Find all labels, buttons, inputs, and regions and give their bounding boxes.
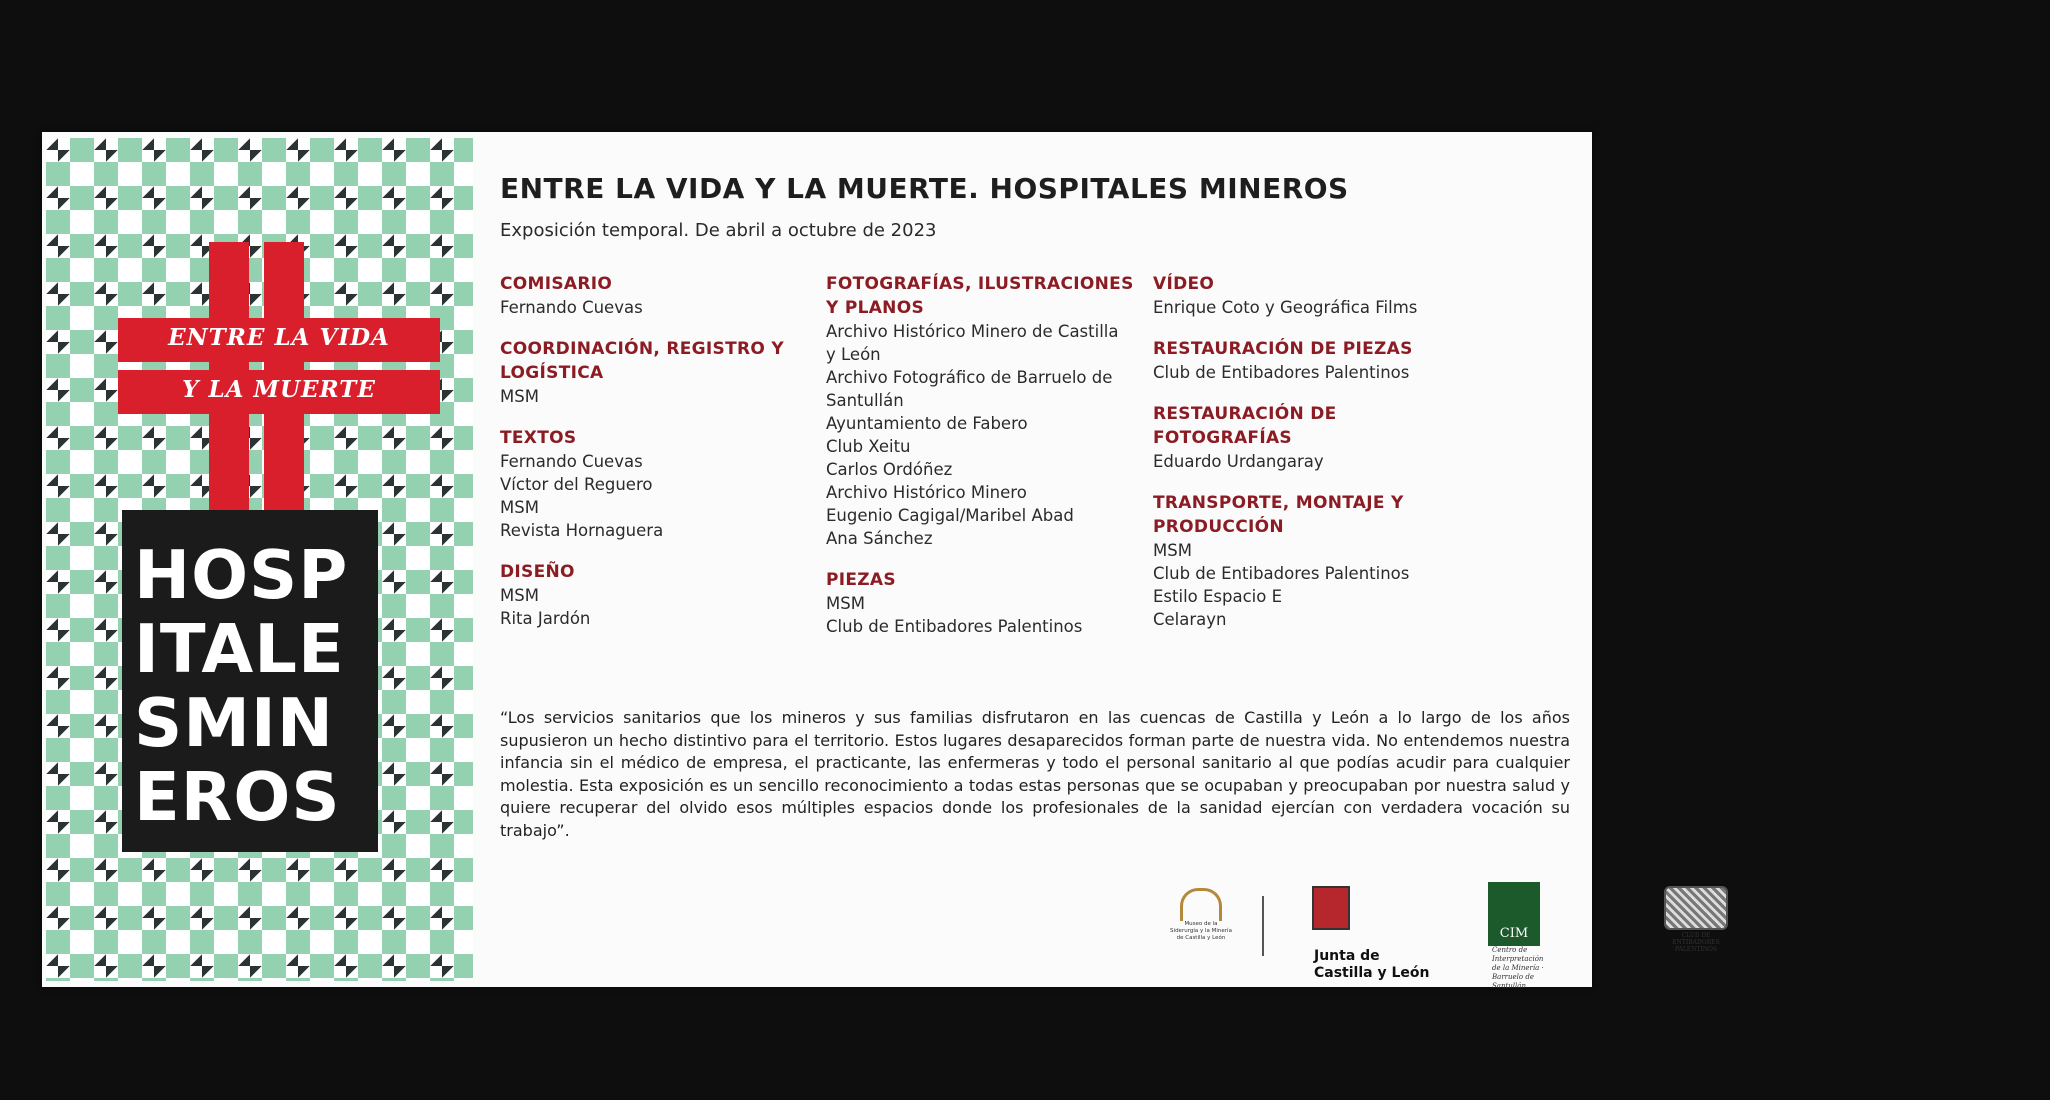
credit-heading: PRODUCCIÓN [1153,517,1284,537]
club-emblem-icon [1664,886,1728,930]
credit-heading: TRANSPORTE, MONTAJE Y [1153,493,1404,513]
exhibition-quote: “Los servicios sanitarios que los mineros y sus familias disfrutaron en las cuencas de Castilla y León a lo largo de los años supusieron un hecho distintivo para el territorio. Estos lugares desaparecidos forman parte de nuestra vida. No entendemos nuestra infancia sin el médico de empresa, el practicante, las enfermeras y todo el personal sanitario al que podías acudir para cualquier molestia. Esta exposición es un sencillo reconocimiento a todas estas personas que se ocupaban y preocupaban por nuestra salud y quiere recuperar del olvido esos múltiples espacios donde los profesionales de la sanidad ejercían con verdadera vocación su trabajo”. [500,708,1570,840]
credit-line: Archivo Histórico Minero de Castilla [826,322,1119,341]
credit-line: Enrique Coto y Geográfica Films [1153,298,1418,317]
credit-line: Club de Entibadores Palentinos [1153,363,1410,382]
credit-line: Fernando Cuevas [500,298,643,317]
credit-line: Celarayn [1153,610,1227,629]
junta-logo [1312,886,1442,982]
credit-section [500,337,820,408]
sponsor-logos [1170,882,2050,990]
arch-icon [1180,888,1222,921]
credit-line: Archivo Fotográfico de Barruelo de [826,368,1113,387]
credit-line: Club de Entibadores Palentinos [826,617,1083,636]
credit-line: Víctor del Reguero [500,475,653,494]
credit-heading: FOTOGRAFÍAS, ILUSTRACIONES [826,274,1134,294]
credit-heading: RESTAURACIÓN DE PIEZAS [1153,339,1413,359]
credit-line: Santullán [826,391,904,410]
exhibition-poster [46,138,473,981]
credit-line: MSM [826,594,865,613]
credit-heading: COMISARIO [500,274,613,294]
page-title: ENTRE LA VIDA Y LA MUERTE. HOSPITALES MINEROS [500,172,1349,205]
museo-logo-text: Museo de la Siderurgia y la Minería de Castilla y León [1170,921,1232,941]
credit-line: Ana Sánchez [826,529,933,548]
credit-line: MSM [1153,541,1192,560]
credit-line: Estilo Espacio E [1153,587,1283,606]
credit-heading: COORDINACIÓN, REGISTRO Y [500,339,784,359]
poster-title-box [122,510,378,852]
credit-line: Archivo Histórico Minero [826,483,1027,502]
club-logo-text: CLUB DE ENTIBADORES PALENTINOS [1672,932,1720,953]
credit-line: y León [826,345,881,364]
credit-section [500,560,820,630]
credit-line: MSM [500,387,539,406]
credit-line: Carlos Ordóñez [826,460,953,479]
cim-logo [1488,882,1608,991]
credit-section [1153,491,1483,631]
credit-line: Club Xeitu [826,437,911,456]
credit-line: Eduardo Urdangaray [1153,452,1324,471]
cim-logo-text: Centro de Interpretación de la Minería · Barruelo de Santullán [1492,946,1544,990]
credit-line: Club de Entibadores Palentinos [1153,564,1410,583]
poster-cross-line2: Y LA MUERTE [182,376,376,403]
credit-line: Revista Hornaguera [500,521,664,540]
poster-cross-line1: ENTRE LA VIDA [168,324,390,351]
credit-section [1153,272,1483,319]
credit-heading: VÍDEO [1153,274,1215,294]
credit-section [1153,337,1483,384]
credit-line: Eugenio Cagigal/Maribel Abad [826,506,1074,525]
exhibition-panel [42,132,1720,990]
poster-word: EROS [134,758,341,836]
credit-section [500,272,820,319]
credit-section [1153,402,1483,473]
credit-line: Fernando Cuevas [500,452,643,471]
credit-section [826,568,1146,638]
club-logo [1660,886,1732,952]
credit-section [500,426,820,542]
credit-heading: DISEÑO [500,562,575,582]
credit-section [826,272,1146,550]
credit-line: MSM [500,498,539,517]
credits-column [826,272,1146,656]
credit-heading: RESTAURACIÓN DE [1153,404,1337,424]
credit-heading: LOGÍSTICA [500,363,604,383]
page-subtitle: Exposición temporal. De abril a octubre de 2023 [500,220,937,241]
credit-heading: TEXTOS [500,428,577,448]
credit-heading: Y PLANOS [826,298,924,318]
coat-of-arms-icon [1312,886,1350,930]
credit-heading: PIEZAS [826,570,896,590]
cim-mark: CIM [1488,882,1540,946]
museo-logo [1170,888,1232,942]
junta-logo-text: Junta de Castilla y León [1314,948,1430,981]
credits-column [1153,272,1483,649]
poster-word: HOSP [134,536,349,614]
logo-divider [1262,896,1264,956]
credit-heading: FOTOGRAFÍAS [1153,428,1292,448]
poster-word: ITALE [134,610,345,688]
poster-word: SMIN [134,684,334,762]
credit-line: Ayuntamiento de Fabero [826,414,1028,433]
credit-line: MSM [500,586,539,605]
credits-column [500,272,820,648]
credit-line: Rita Jardón [500,609,591,628]
